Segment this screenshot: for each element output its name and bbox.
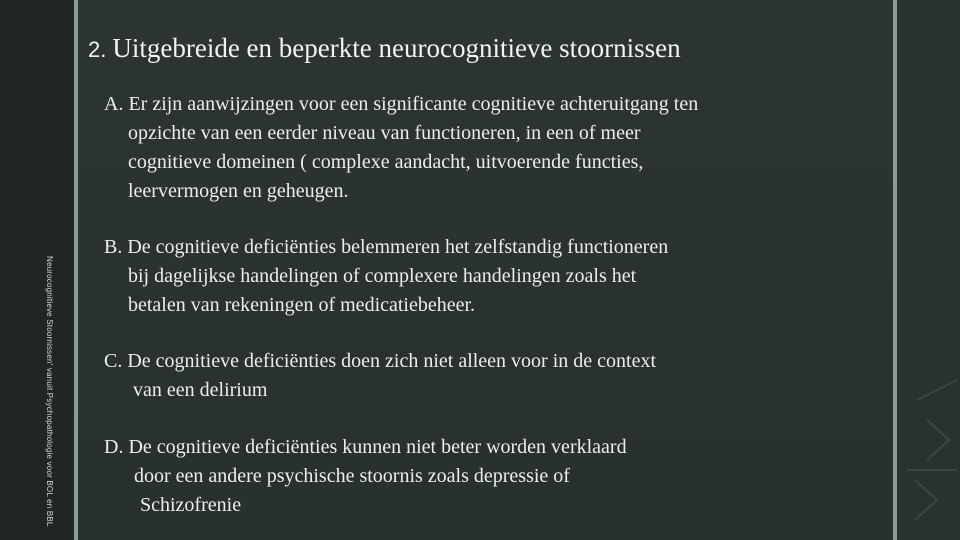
point-line: B. De cognitieve deficiënties belemmeren het zelfstandig functioneren — [104, 236, 669, 258]
point-line: A. Er zijn aanwijzingen voor een significante cognitieve achteruitgang ten — [104, 93, 699, 115]
point-line: opzichte van een eerder niveau van functioneren, in een of meer — [128, 122, 641, 144]
point-line: leervermogen en geheugen. — [128, 180, 349, 202]
point-line: Schizofrenie — [140, 494, 242, 516]
left-sidebar-strip — [0, 0, 74, 540]
decorative-chevrons-icon — [897, 0, 960, 540]
point-d — [104, 433, 627, 520]
point-a — [104, 90, 698, 206]
point-line: bij dagelijkse handelingen of complexere handelingen zoals het — [128, 265, 637, 287]
point-line: van een delirium — [133, 379, 268, 401]
slide-title — [88, 30, 878, 68]
point-b — [104, 233, 668, 320]
point-line: betalen van rekeningen of medicatiebeheer. — [128, 294, 476, 316]
point-line: door een andere psychische stoornis zoals depressie of — [134, 465, 570, 487]
point-c — [104, 347, 656, 405]
right-decor-panel — [897, 0, 960, 540]
title-number: 2. — [88, 37, 107, 62]
title-text: Uitgebreide en beperkte neurocognitieve stoornissen — [112, 33, 681, 63]
side-caption: Neurocognitieve Stoornissen' vanuit Psychopathologie voor BOL en BBL — [45, 256, 54, 527]
point-line: cognitieve domeinen ( complexe aandacht, uitvoerende functies, — [128, 151, 644, 173]
point-line: D. De cognitieve deficiënties kunnen niet beter worden verklaard — [104, 436, 627, 458]
left-accent-line — [74, 0, 78, 540]
point-line: C. De cognitieve deficiënties doen zich niet alleen voor in de context — [104, 350, 657, 372]
